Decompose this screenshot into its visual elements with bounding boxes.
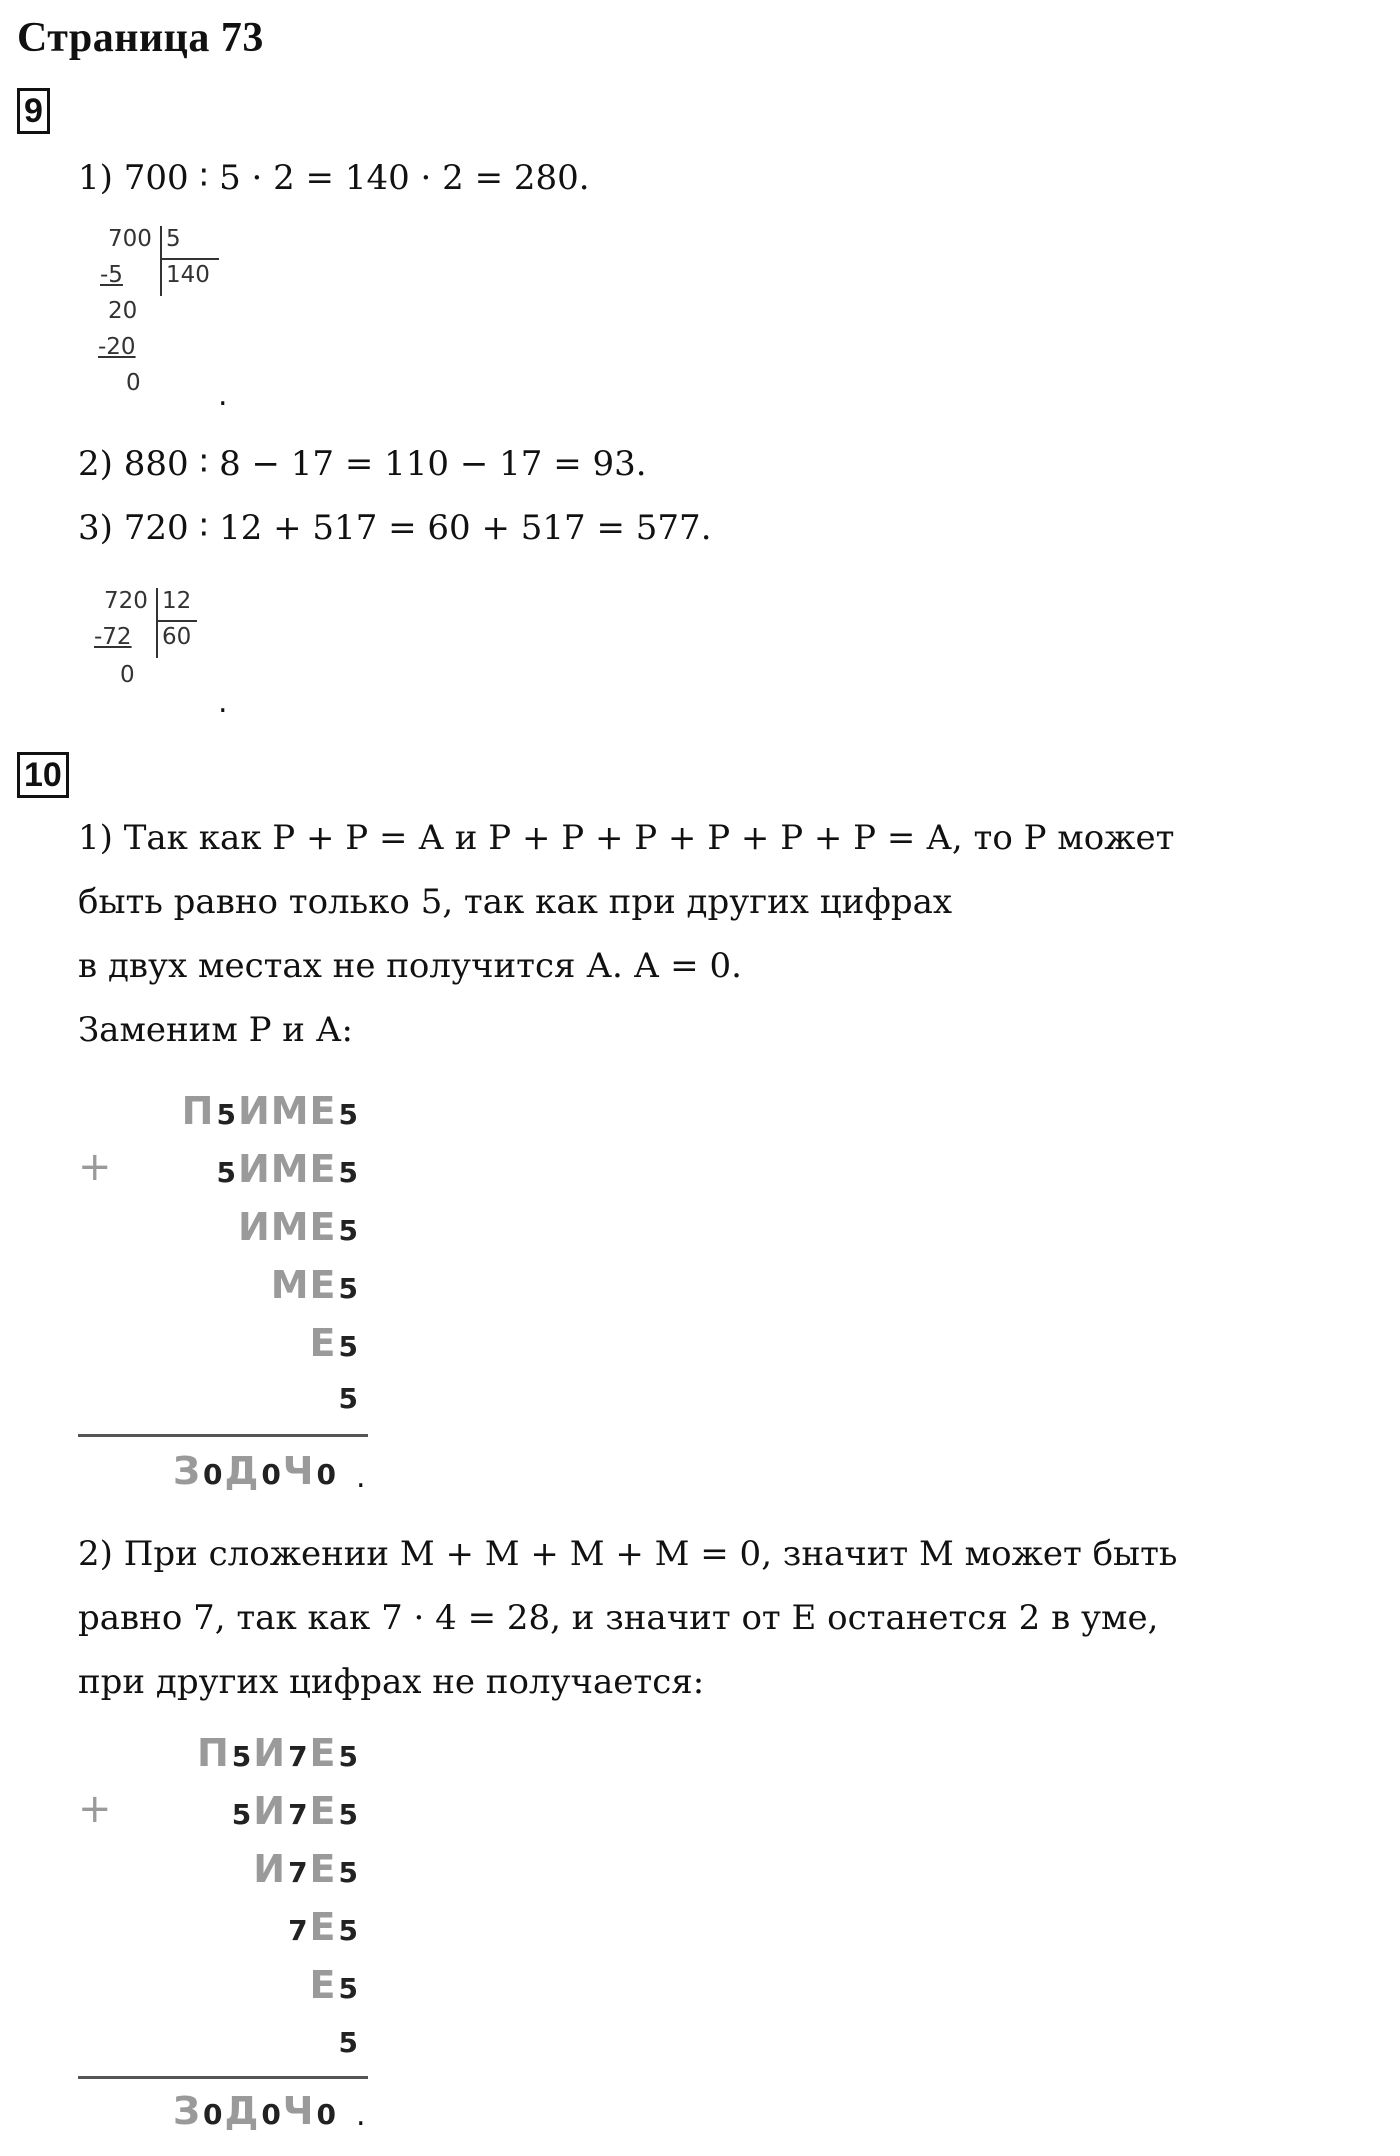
task10-p1-line-2: быть равно только 5, так как при других цифрах — [78, 882, 953, 922]
task9-line-3: 3) 720 ∶ 12 + 517 = 60 + 517 = 577. — [78, 508, 712, 548]
sum-row: З0Д0Ч0 — [172, 1449, 336, 1493]
addend-row-1: П5ИМЕ5 — [181, 1089, 358, 1133]
division-bar-vertical — [160, 226, 162, 296]
dividend: 720 — [104, 588, 148, 614]
addend-row-1: П5И7Е5 — [196, 1731, 358, 1775]
long-division-720-by-12 — [90, 588, 240, 698]
subtrahend-2: -20 — [98, 334, 136, 360]
remainder-2: 0 — [126, 370, 141, 396]
addend-row-6: 5 — [338, 2026, 358, 2059]
task10-p1-line-4: Заменим Р и А: — [78, 1010, 353, 1050]
addend-row-2: 5ИМЕ5 — [216, 1147, 358, 1191]
task-number-10: 10 — [17, 752, 69, 798]
divisor: 12 — [162, 588, 192, 614]
cryptarithm-2 — [78, 1730, 368, 2150]
addend-row-4: МЕ5 — [270, 1263, 358, 1307]
addend-row-3: И7Е5 — [253, 1847, 358, 1891]
period: . — [218, 685, 228, 720]
task9-line-1: 1) 700 ∶ 5 · 2 = 140 · 2 = 280. — [78, 158, 590, 198]
sum-line — [78, 1434, 368, 1437]
task10-p2-line-2: равно 7, так как 7 · 4 = 28, и значит от Е останется 2 в уме, — [78, 1598, 1159, 1638]
dividend: 700 — [108, 226, 152, 252]
addend-row-3: ИМЕ5 — [237, 1205, 358, 1249]
task10-p2-line-1: 2) При сложении М + М + М + М = 0, значит М может быть — [78, 1534, 1178, 1574]
period: . — [356, 2098, 366, 2133]
subtrahend-1: -72 — [94, 624, 132, 650]
remainder-1: 20 — [108, 298, 138, 324]
task9-line-2: 2) 880 ∶ 8 − 17 = 110 − 17 = 93. — [78, 444, 647, 484]
sum-row: З0Д0Ч0 — [172, 2089, 336, 2133]
addend-row-2: 5И7Е5 — [231, 1789, 358, 1833]
cryptarithm-1 — [78, 1088, 368, 1506]
page-title: Страница 73 — [17, 15, 264, 61]
addend-row-5: Е5 — [309, 1963, 358, 2007]
quotient: 140 — [166, 262, 210, 288]
sum-line — [78, 2076, 368, 2079]
subtrahend-1: -5 — [100, 262, 123, 288]
task10-p1-line-1: 1) Так как Р + Р = А и Р + Р + Р + Р + Р + Р = А, то Р может — [78, 818, 1175, 858]
division-bar-horizontal — [157, 620, 197, 622]
quotient: 60 — [162, 624, 192, 650]
task10-p1-line-3: в двух местах не получится А. А = 0. — [78, 946, 742, 986]
period: . — [218, 378, 228, 413]
remainder-1: 0 — [120, 662, 135, 688]
task-number-9: 9 — [17, 88, 50, 134]
period: . — [356, 1460, 366, 1495]
task10-p2-line-3: при других цифрах не получается: — [78, 1662, 705, 1702]
plus-sign: + — [78, 1786, 112, 1832]
addend-row-5: Е5 — [309, 1321, 358, 1365]
plus-sign: + — [78, 1144, 112, 1190]
addend-row-4: 7Е5 — [288, 1905, 358, 1949]
divisor: 5 — [166, 226, 181, 252]
division-bar-vertical — [156, 588, 158, 658]
addend-row-6: 5 — [338, 1382, 358, 1415]
division-bar-horizontal — [161, 258, 219, 260]
